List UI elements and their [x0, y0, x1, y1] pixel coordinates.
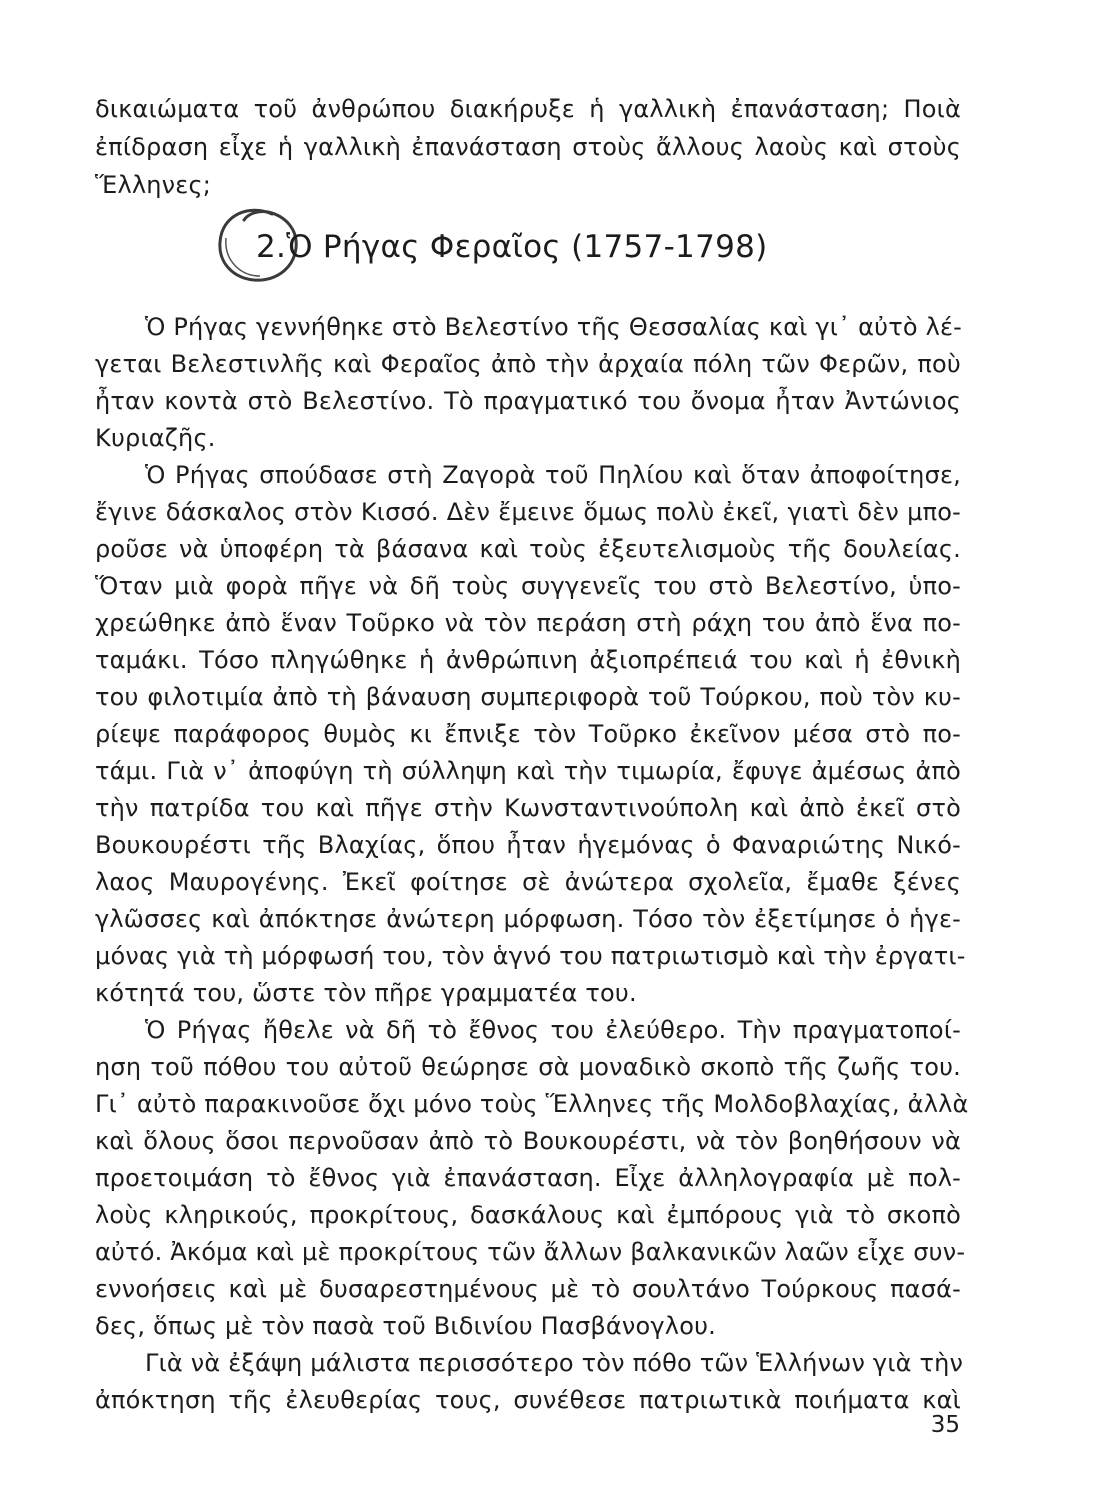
text-line: γεται Βελεστινλῆς καὶ Φεραῖος ἀπὸ τὴν ἀρχαία πόλη τῶν Φερῶν, ποὺ: [95, 350, 961, 378]
text-line: ταμάκι. Τόσο πληγώθηκε ἡ ἀνθρώπινη ἀξιοπρέπειά του καὶ ἡ ἐθνικὴ: [95, 646, 961, 674]
text-line: λαος Μαυρογένης. Ἐκεῖ φοίτησε σὲ ἀνώτερα σχολεῖα, ἔμαθε ξένες: [95, 868, 961, 896]
text-line: ρίεψε παράφορος θυμὸς κι ἔπνιξε τὸν Τοῦρκο ἐκεῖνον μέσα στὸ πο-: [95, 720, 961, 748]
text-line: εννοήσεις καὶ μὲ δυσαρεστημένους μὲ τὸ σουλτάνο Τούρκους πασά-: [95, 1275, 961, 1303]
page-number: 35: [930, 1412, 960, 1438]
text-line: αὐτό. Ἀκόμα καὶ μὲ προκρίτους τῶν ἄλλων βαλκανικῶν λαῶν εἶχε συν-: [95, 1238, 966, 1266]
text-line: ἀπόκτηση τῆς ἐλευθερίας τους, συνέθεσε πατριωτικὰ ποιήματα καὶ: [95, 1386, 961, 1414]
text-line: τὴν πατρίδα του καὶ πῆγε στὴν Κωνσταντινούπολη καὶ ἀπὸ ἐκεῖ στὸ: [95, 794, 961, 822]
text-line: Γι᾽ αὐτὸ παρακινοῦσε ὄχι μόνο τοὺς Ἕλληνες τῆς Μολδοβλαχίας, ἀλλὰ: [95, 1090, 969, 1118]
intro-line: δικαιώματα τοῦ ἀνθρώπου διακήρυξε ἡ γαλλικὴ ἐπανάσταση; Ποιὰ: [95, 95, 961, 123]
text-line: χρεώθηκε ἀπὸ ἕναν Τοῦρκο νὰ τὸν περάση στὴ ράχη του ἀπὸ ἕνα πο-: [95, 609, 961, 637]
text-line: του φιλοτιμία ἀπὸ τὴ βάναυση συμπεριφορὰ τοῦ Τούρκου, ποὺ τὸν κυ-: [95, 683, 961, 711]
text-line: Ὅταν μιὰ φορὰ πῆγε νὰ δῆ τοὺς συγγενεῖς του στὸ Βελεστίνο, ὑπο-: [95, 572, 961, 600]
text-line: ἦταν κοντὰ στὸ Βελεστίνο. Τὸ πραγματικό του ὄνομα ἦταν Ἀντώνιος: [95, 387, 961, 415]
text-line: τάμι. Γιὰ ν᾽ ἀποφύγη τὴ σύλληψη καὶ τὴν τιμωρία, ἔφυγε ἀμέσως ἀπὸ: [95, 757, 961, 785]
text-line: ηση τοῦ πόθου του αὐτοῦ θεώρησε σὰ μοναδικὸ σκοπὸ τῆς ζωῆς του.: [95, 1053, 961, 1081]
section-number: 2.: [256, 229, 287, 265]
intro-line: Ἕλληνες;: [95, 171, 212, 199]
section-title: Ὁ Ρήγας Φεραῖος (1757-1798): [286, 229, 768, 265]
intro-line: ἐπίδραση εἶχε ἡ γαλλικὴ ἐπανάσταση στοὺς ἄλλους λαοὺς καὶ στοὺς: [95, 133, 961, 161]
text-line: Ὁ Ρήγας γεννήθηκε στὸ Βελεστίνο τῆς Θεσσαλίας καὶ γι᾽ αὐτὸ λέ-: [145, 313, 963, 341]
text-line: δες, ὅπως μὲ τὸν πασὰ τοῦ Βιδινίου Πασβάνογλου.: [95, 1312, 716, 1340]
text-line: Γιὰ νὰ ἐξάψη μάλιστα περισσότερο τὸν πόθο τῶν Ἑλλήνων γιὰ τὴν: [145, 1349, 964, 1377]
text-line: Ὁ Ρήγας ἤθελε νὰ δῆ τὸ ἔθνος του ἐλεύθερο. Τὴν πραγματοποί-: [145, 1016, 961, 1044]
text-line: Κυριαζῆς.: [95, 424, 216, 452]
text-line: λοὺς κληρικούς, προκρίτους, δασκάλους καὶ ἐμπόρους γιὰ τὸ σκοπὸ: [95, 1201, 961, 1229]
text-line: Ὁ Ρήγας σπούδασε στὴ Ζαγορὰ τοῦ Πηλίου καὶ ὅταν ἀποφοίτησε,: [145, 461, 961, 489]
text-line: μόνας γιὰ τὴ μόρφωσή του, τὸν ἁγνό του πατριωτισμὸ καὶ τὴν ἐργατι-: [95, 942, 966, 970]
section-heading: [256, 227, 768, 267]
text-line: προετοιμάση τὸ ἔθνος γιὰ ἐπανάσταση. Εἶχε ἀλληλογραφία μὲ πολ-: [95, 1164, 961, 1192]
text-line: Βουκουρέστι τῆς Βλαχίας, ὅπου ἦταν ἡγεμόνας ὁ Φαναριώτης Νικό-: [95, 831, 961, 859]
text-line: ἔγινε δάσκαλος στὸν Κισσό. Δὲν ἔμεινε ὅμως πολὺ ἐκεῖ, γιατὶ δὲν μπο-: [95, 498, 961, 526]
text-line: καὶ ὅλους ὅσοι περνοῦσαν ἀπὸ τὸ Βουκουρέστι, νὰ τὸν βοηθήσουν νὰ: [95, 1127, 961, 1155]
text-line: κότητά του, ὥστε τὸν πῆρε γραμματέα του.: [95, 979, 637, 1007]
text-line: γλῶσσες καὶ ἀπόκτησε ἀνώτερη μόρφωση. Τόσο τὸν ἐξετίμησε ὁ ἡγε-: [95, 905, 961, 933]
text-line: ροῦσε νὰ ὑποφέρη τὰ βάσανα καὶ τοὺς ἐξευτελισμοὺς τῆς δουλείας.: [95, 535, 961, 563]
